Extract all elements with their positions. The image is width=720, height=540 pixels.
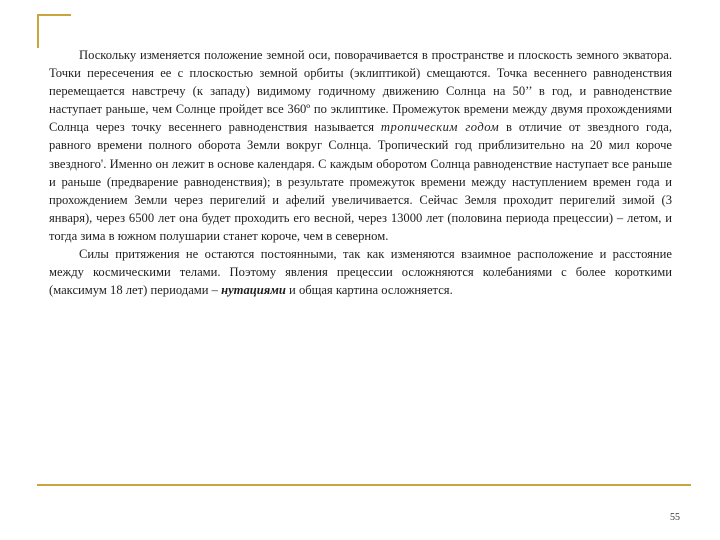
corner-decoration-vertical bbox=[37, 14, 39, 48]
corner-decoration-horizontal bbox=[37, 14, 71, 16]
paragraph-nutation bbox=[49, 245, 672, 299]
term-nutation: нутациями bbox=[221, 283, 286, 298]
paragraph-1-text-a: Поскольку изменяется положение земной оси, поворачивается в пространстве и плоскость земного экватора. Точки пересечения ее с плоскостью земной орбиты (эклиптикой) смещаются. Точка весеннего равноденствия перемещается навстречу (к западу) видимому годичному движению Солнца на 50’’ в год, и равноденствие наступает раньше, чем Солнце пройдет все 360º по эклиптике. Промежуток времени между двумя прохождениями Солнца через точку весеннего равноденствия называется bbox=[49, 48, 672, 135]
page-number: 55 bbox=[670, 512, 680, 523]
paragraph-2-text-b: и общая картина осложняется. bbox=[285, 283, 453, 298]
paragraph-precession bbox=[49, 46, 672, 245]
bottom-rule bbox=[37, 484, 691, 486]
paragraph-1-text-b: в отличие от звездного года, равного времени полного оборота Земли вокруг Солнца. Тропический год приблизительно на 20 мил короче звездного'. Именно он лежит в основе календаря. С каждым оборотом Солнца равноденствие наступает все раньше и раньше (предварение равноденствия); в результате промежуток времени между наступлением времен года и прохождением Земли через перигелий и афелий увеличивается. Сейчас Земля проходит перигелий зимой (3 января), через 6500 лет она будет проходить его весной, через 13000 лет (половина периода прецессии) – летом, и тогда зима в южном полушарии станет короче, чем в северном. bbox=[49, 120, 672, 243]
term-tropical-year: тропическим годом bbox=[380, 120, 500, 135]
paragraph-2-text-a: Силы притяжения не остаются постоянными, так как изменяются взаимное расположение и расстояние между космическими телами. Поэтому явления прецессии осложняются колебаниями с более короткими (максимум 18 лет) периодами – bbox=[49, 247, 672, 298]
body-text bbox=[49, 46, 672, 299]
